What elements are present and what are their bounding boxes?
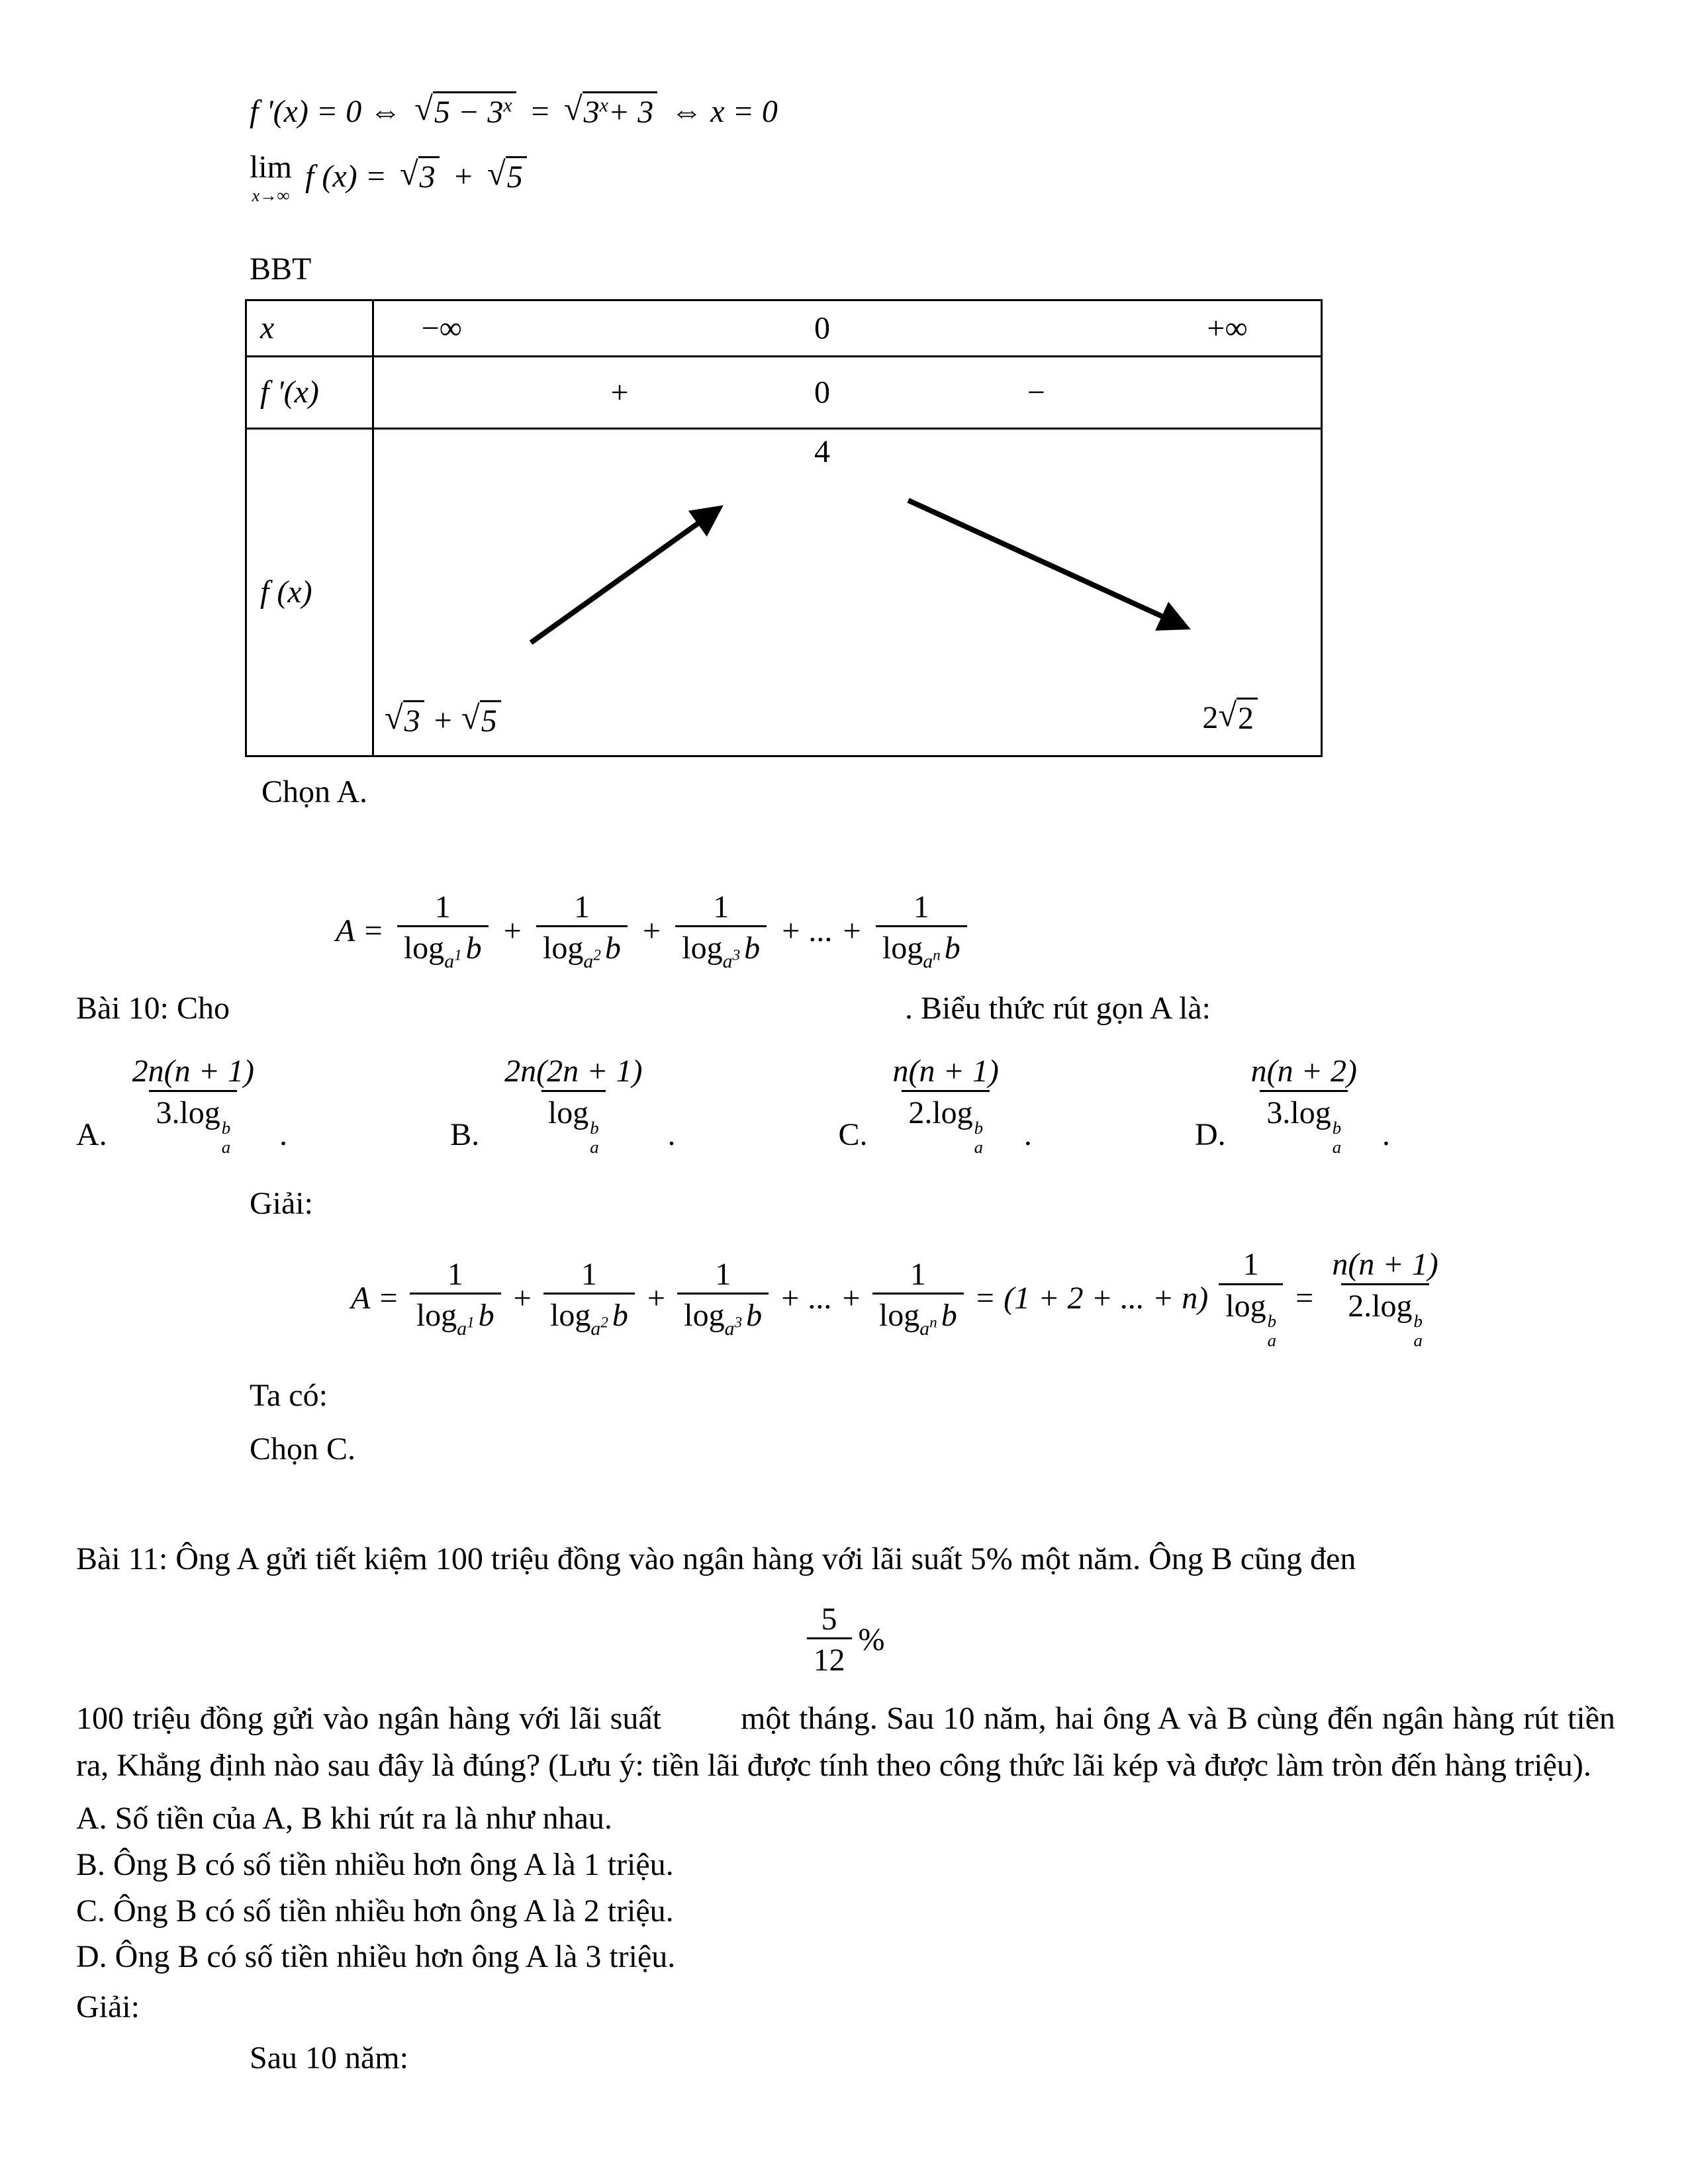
fraction-result [1325,1246,1444,1349]
sub-base: a [724,1317,735,1340]
lower-left-limit [385,700,501,741]
x-values-cell [374,301,1321,355]
sub-base: a [590,1317,601,1340]
rate-fraction [807,1601,852,1680]
table-row-fprime [247,357,1321,430]
option-fraction [1244,1053,1364,1156]
row-label-fprime [247,357,374,428]
numerator: 1 [713,889,729,925]
equation-rhs: ⇔ x = 0 [671,93,778,129]
x-plus-infinity: +∞ [1207,310,1248,346]
variation-table [245,299,1323,757]
log-superscript: b [221,1117,231,1138]
radical-sign: √ [1218,696,1237,733]
sub-exponent: 1 [467,1313,475,1331]
taco-text: Ta có: [250,1377,328,1413]
period: . [667,1116,676,1152]
log-superscript: b [1332,1117,1342,1138]
log-argument: b [478,1298,494,1334]
numerator: 1 [434,889,451,925]
x-zero: 0 [814,310,830,346]
period: . [1023,1116,1032,1152]
sqrt-expression [564,91,657,132]
numerator: 1 [573,889,590,925]
formula-lhs: A = [336,913,384,949]
log-word: log [882,931,923,966]
radical-sign: √ [487,155,506,192]
denominator [410,1293,501,1340]
radicand-text: 3 [583,95,600,130]
log-sup-sub [1414,1312,1423,1350]
numerator: 5 [821,1601,837,1637]
numerator: 2n(2n + 1) [504,1054,643,1089]
log-word: log [684,1298,725,1334]
denominator [675,925,767,973]
log-base: a [1332,1136,1342,1157]
denominator [1341,1283,1429,1350]
log-word: 2.log [908,1095,973,1130]
row-label-f [247,430,374,755]
exponent: x [599,94,608,116]
sqrt-expression [385,700,424,741]
limit-operator [250,149,292,204]
sqrt-expression [487,156,527,197]
solution-step: Sau 10 năm: [250,2040,408,2076]
body-before-rate: 100 triệu đồng gửi vào ngân hàng với lãi suất [76,1701,661,1737]
sub-exponent: 3 [732,946,741,964]
problem10-solution-formula [351,1246,1615,1349]
radicand-text: 5 − 3 [434,95,504,130]
radical-sign: √ [563,90,583,127]
radicand: 5 [480,700,501,741]
sign-zero: 0 [814,375,830,410]
choice-C: C. Ông B có số tiền nhiều hơn ông A là 2 triệu. [76,1893,674,1929]
lim-subscript: x→∞ [252,185,290,205]
lim-word: lim [250,149,293,185]
denominator [541,1090,606,1157]
sub-exponent: 3 [734,1313,743,1331]
radicand [583,91,658,132]
denominator [397,925,489,973]
sign-plus: + [610,375,629,410]
fraction-log-an [872,1256,964,1340]
body-after-rate: một tháng. Sau 10 năm, hai ông A và B cùng đến ngân hàng rút tiền ra, Khẳng định nào sau đây là đúng? (Lưu ý: tiền lãi được tính theo công thức lãi kép và được làm tròn đến hàng triệu). [76,1701,1616,1784]
log-subscript [457,1313,475,1340]
variation-arrows [374,430,1321,755]
denominator [872,1293,964,1340]
numerator: 1 [581,1256,597,1292]
log-argument: b [941,1298,957,1334]
log-superscript: b [590,1117,599,1138]
plus-sign: + [452,158,475,194]
sub-exponent: n [929,1313,937,1331]
choice-B: B. Ông B có số tiền nhiều hơn ông A là 1 triệu. [76,1846,674,1882]
option-fraction [886,1053,1006,1156]
answer-choice-10: Chọn C. [250,1432,356,1467]
maximum-value: 4 [814,433,830,469]
denominator [1260,1090,1348,1157]
option-fraction [126,1053,261,1156]
table-row-x [247,301,1321,357]
denominator [1219,1283,1283,1350]
numerator: 2n(n + 1) [132,1054,255,1089]
choice-A: A. Số tiền của A, B khi rút ra là như nhau. [76,1801,612,1837]
row-label-x [247,301,374,355]
log-word: log [878,1298,920,1334]
log-word: log [543,931,584,966]
denominator [543,1293,635,1340]
fraction-log-a2 [536,889,628,973]
option-D [1195,1053,1390,1156]
table-row-f [247,430,1321,755]
sub-exponent: 1 [454,946,462,964]
fraction-log-a3 [675,889,767,973]
ellipsis: + ... + [779,1281,862,1316]
log-word: 3.log [1266,1095,1331,1130]
sub-base: a [919,1317,930,1340]
fraction-log-a3 [677,1256,769,1340]
option-letter: C. [838,1116,868,1152]
log-argument: b [604,931,621,966]
fraction-log-a1 [410,1256,501,1340]
derivative-equation-line [250,91,1615,132]
log-word: log [416,1298,457,1334]
radicand-text: + 3 [608,95,654,130]
radical-sign: √ [414,90,433,127]
arrow-increasing [531,509,718,643]
x-minus-infinity: −∞ [421,310,462,346]
radical-sign: √ [400,155,418,192]
option-C [839,1053,1032,1156]
log-word: 3.log [156,1095,220,1130]
plus-sign: + [645,1281,667,1316]
ellipsis: + ... + [780,913,863,949]
exponent: x [503,94,512,116]
denominator [902,1090,990,1157]
numerator: n(n + 1) [1332,1247,1438,1283]
option-letter: A. [76,1116,107,1152]
radical-sign: √ [385,699,403,736]
plus-sign: + [640,913,663,949]
sqrt-expression [461,700,501,741]
problem11-line1: Bài 11: Ông A gửi tiết kiệm 100 triệu đồng vào ngân hàng với lãi suất 5% một năm. Ông B cũng đen [76,1541,1356,1576]
numerator: n(n + 1) [892,1054,999,1089]
log-word: log [1225,1288,1266,1324]
option-letter: B. [450,1116,480,1152]
radicand: 3 [403,700,424,741]
fraction-one-over-log [1219,1246,1283,1349]
equals-sign: = [1293,1281,1315,1316]
problem10-options [76,1053,1390,1156]
f-label: f (x) [260,574,312,610]
log-argument: b [746,1298,763,1334]
lower-right-limit [1202,698,1258,738]
sqrt-expression [1218,698,1258,738]
sqrt-expression [400,156,440,197]
plus-sign: + [511,1281,534,1316]
sub-base: a [457,1317,467,1340]
denominator [677,1293,769,1340]
log-base: a [221,1136,231,1157]
limit-line [250,149,1615,204]
log-sup-sub [222,1118,230,1157]
log-base: a [1413,1330,1423,1350]
log-argument: b [744,931,761,966]
denominator [149,1090,237,1157]
plus-sign: + [501,913,524,949]
sub-base: a [722,950,733,972]
log-subscript [590,1313,608,1340]
radical-sign: √ [461,699,480,736]
choice-D: D. Ông B có số tiền nhiều hơn ông A là 3 triệu. [76,1939,676,1975]
log-sup-sub [1333,1118,1341,1157]
equation-lhs: f '(x) = 0 ⇔ [250,93,402,129]
log-subscript [923,946,941,972]
problem10-stem [76,990,1615,1026]
problem10-formula [336,889,1615,973]
sub-base: a [583,950,594,972]
log-subscript [583,946,601,972]
log-base: a [590,1136,599,1157]
sub-exponent: 2 [600,1313,608,1331]
coefficient: 2 [1202,700,1219,735]
sub-base: a [444,950,455,972]
radicand: 3 [418,156,440,197]
log-superscript: b [974,1117,984,1138]
numerator: 1 [910,1256,926,1292]
formula-lhs: A = [351,1281,399,1316]
sqrt-expression [414,91,516,132]
period: . [1382,1116,1390,1152]
fraction-log-a2 [543,1256,635,1340]
log-base: a [974,1136,984,1157]
log-superscript: b [1413,1310,1423,1331]
solution-heading-11: Giải: [76,1989,140,2025]
numerator: 1 [447,1256,463,1292]
log-word: log [550,1298,591,1334]
rate-fraction-line [76,1601,1615,1680]
log-argument: b [612,1298,628,1334]
radicand: 5 [506,156,527,197]
log-sup-sub [974,1118,983,1157]
fraction-log-a1 [397,889,489,973]
problem11-body [76,1695,1615,1789]
percent-sign: % [858,1622,885,1658]
log-word: log [682,931,723,966]
denominator [536,925,628,973]
fraction-log-an [876,889,967,973]
fprime-label: f '(x) [260,375,319,410]
numerator: n(n + 2) [1250,1054,1357,1089]
numerator: 1 [1243,1247,1259,1283]
option-fraction [498,1053,649,1156]
fprime-signs-cell [374,357,1321,428]
log-superscript: b [1267,1310,1277,1331]
option-B [450,1053,675,1156]
log-word: log [547,1095,589,1130]
option-A [76,1053,287,1156]
log-word: log [403,931,445,966]
log-base: a [1267,1330,1277,1350]
option-letter: D. [1194,1116,1226,1152]
sub-exponent: n [933,946,941,964]
solution-heading-10: Giải: [250,1185,313,1221]
radicand: 2 [1237,698,1258,738]
problem10-question: . Biểu thức rút gọn A là: [905,991,1211,1026]
log-subscript [919,1313,937,1340]
problem10-number: Bài 10: Cho [76,991,230,1026]
f-variation-cell [374,430,1321,755]
sub-base: a [923,950,933,972]
log-subscript [722,946,741,972]
equals-sign: = [529,93,551,129]
x-label: x [260,310,275,346]
log-argument: b [944,931,961,966]
answer-choice-9: Chọn A. [261,774,368,809]
sub-exponent: 2 [593,946,601,964]
log-word: 2.log [1348,1288,1413,1324]
denominator: 12 [807,1637,852,1680]
numerator: 1 [715,1256,731,1292]
period: . [279,1116,288,1152]
denominator [876,925,967,973]
plus-sign: + [432,702,454,738]
log-argument: b [465,931,482,966]
radicand [433,91,516,132]
sum-expression: = (1 + 2 + ... + n) [974,1281,1209,1316]
log-sup-sub [590,1118,598,1157]
limit-body: f (x) = [305,158,387,194]
bbt-heading: BBT [250,251,312,287]
log-subscript [724,1313,743,1340]
log-sup-sub [1268,1312,1276,1350]
sign-minus: − [1027,375,1045,410]
numerator: 1 [913,889,929,925]
arrow-decreasing [908,500,1185,627]
log-subscript [444,946,462,972]
